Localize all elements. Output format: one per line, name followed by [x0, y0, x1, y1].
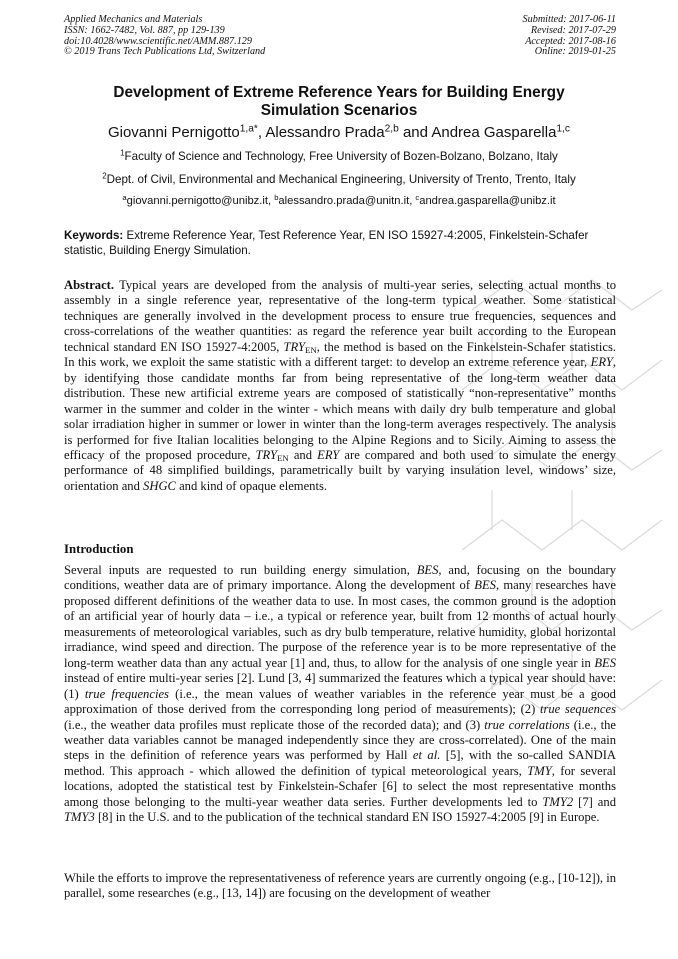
- term-tmy: TMY: [527, 763, 552, 778]
- email-link[interactable]: giovanni.pernigotto@unibz.it,: [126, 195, 275, 207]
- body-text: , and, focusing on the boundary conditions, weather data are of primary importance. Along the development of: [64, 563, 617, 593]
- affiliation-1: [30, 150, 648, 164]
- introduction-paragraph-2: While the efforts to improve the representativeness of reference years are currently ongoing (e.g., [10-12]), in parallel, some researches (e.g., [13, 14]) are focusing on the development of weather: [64, 871, 616, 901]
- term-bes: BES: [474, 578, 496, 593]
- title-line-2: Simulation Scenarios: [260, 102, 418, 119]
- abstract-text: and kind of opaque elements.: [175, 478, 328, 493]
- body-text: [5], with the so-called SANDIA method. This approach - which allowed the definition of typical meteorological years,: [64, 748, 616, 778]
- term-shgc: SHGC: [143, 478, 176, 493]
- term-et-al: et al.: [412, 748, 441, 763]
- body-text: (i.e., the weather data variables cannot be managed independently since they are cross-correlated). One of the main steps in the definition of reference years was performed by Hall: [64, 717, 616, 763]
- title-line-1: Development of Extreme Reference Years for Building Energy: [113, 84, 565, 101]
- author-2: Alessandro Prada: [265, 124, 385, 141]
- keywords: [64, 228, 616, 258]
- term-ery: ERY: [590, 355, 613, 370]
- author-2-marker: 2,b: [384, 123, 399, 135]
- body-text: (i.e., the mean values of weather variables in the reference year must be a good approximation of those derived from the corresponding long period of measurements); (2): [64, 686, 616, 717]
- term-try-subscript: EN: [276, 453, 289, 464]
- term-true-correlations: true correlations: [484, 717, 570, 732]
- author-list: [40, 124, 638, 142]
- author-1: Giovanni Pernigotto: [107, 124, 240, 141]
- body-text: [8] in the U.S. and to the publication of the technical standard EN ISO 15927-4:2005 [9] in Europe.: [94, 810, 600, 825]
- email-link[interactable]: alessandro.prada@unitn.it,: [278, 195, 416, 207]
- body-text: , many researches have proposed different definitions of the weather data to use. In most cases, the common ground is the adoption of an artificial year of hourly data – i.e., a typical or reference year, built from 12 months of actual hourly measurements of meteorological variables, such as dry bulb temperature, relative humidity, global horizontal irradiance, wind speed and direction. The purpose of the reference year is to be more representative of the long-term weather data than any actual year [1] and, thus, to allow for the analysis of one single year in: [64, 578, 616, 670]
- email-link[interactable]: andrea.gasparella@unibz.it: [419, 195, 556, 207]
- journal-name: Applied Mechanics and Materials: [64, 14, 203, 25]
- author-emails: [30, 194, 648, 208]
- abstract-text: are compared and both used to simulate the energy performance of 48 simplified buildings, parametrically built by varying insulation level, windows’ size, orientation and: [64, 447, 616, 493]
- author-3: Andrea Gasparella: [431, 124, 557, 141]
- email-marker: b: [274, 192, 279, 202]
- abstract-text: Typical years are developed from the analysis of multi-year series, selecting actual months to assembly in a single reference year, representative of the long-term typical weather. Some statistical techniques are generally involved in the development process to ensure true frequencies, sequences and cross-correlations of the weather quantities: as regard the reference year built according to the European technical standard EN ISO 15927-4:2005,: [64, 278, 616, 354]
- issn: ISSN: 1662-7482, Vol. 887, pp 129-139: [64, 24, 225, 36]
- section-heading-introduction: Introduction: [64, 542, 134, 556]
- affiliation-marker: 1: [120, 148, 125, 158]
- author-1-marker: 1,a*: [239, 123, 258, 135]
- body-text: instead of entire multi-year series [2]. Lund [3, 4] summarized the features which a typical year should have: (1): [64, 671, 616, 701]
- term-bes: BES: [416, 563, 439, 577]
- affiliation-text: Faculty of Science and Technology, Free University of Bozen-Bolzano, Bolzano, Italy: [124, 150, 558, 163]
- paper-title: [60, 84, 618, 120]
- dates-header: [523, 15, 616, 58]
- body-text: Several inputs are requested to run building energy simulation,: [64, 563, 417, 577]
- keywords-label: Keywords:: [64, 229, 124, 242]
- body-text: [7] and: [573, 794, 616, 809]
- term-tmy2: TMY2: [542, 794, 574, 809]
- term-bes: BES: [594, 655, 616, 670]
- term-true-sequences: true sequences: [539, 702, 616, 717]
- affiliation-marker: 2: [102, 171, 107, 181]
- online-date: Online: 2019-01-25: [534, 46, 616, 58]
- body-text: , for several locations, adopted the statistical test by Finkelstein-Schafer [6] to select the most representative months among those belonging to the multi-year weather data series. Further developments led to: [64, 763, 617, 809]
- term-try: TRY: [255, 447, 277, 462]
- term-try-subscript: EN: [304, 345, 317, 356]
- submitted-date: Submitted: 2017-06-11: [522, 14, 616, 25]
- affiliation-2: [30, 173, 648, 187]
- abstract-label: Abstract.: [64, 278, 115, 292]
- email-marker: a: [122, 192, 127, 202]
- revised-date: Revised: 2017-07-29: [530, 24, 616, 36]
- introduction-paragraph: [64, 563, 616, 826]
- abstract-text: , by identifying those candidate months far from being representative of the long-term weather data distribution. These new artificial extreme years are composed of statistically “non-representative” months warmer in the summer and colder in the winter - which means with daily dry bulb temperature and global solar irradiation higher in summer or lower in winter than the long-term averages respectively. The analysis is performed for five Italian localities belonging to the Alpine Regions and to Sicily. Aiming to assess the efficacy of the proposed procedure,: [64, 355, 616, 462]
- keywords-text: Extreme Reference Year, Test Reference Year, EN ISO 15927-4:2005, Finkelstein-Schafer statistic, Building Energy Simulation.: [64, 229, 589, 257]
- term-ery: ERY: [317, 447, 340, 462]
- copyright: © 2019 Trans Tech Publications Ltd, Switzerland: [64, 46, 266, 58]
- affiliation-text: Dept. of Civil, Environmental and Mechanical Engineering, University of Trento, Trento, Italy: [106, 173, 576, 186]
- author-separator: ,: [257, 124, 266, 141]
- email-marker: c: [415, 192, 420, 202]
- author-3-marker: 1,c: [556, 123, 571, 135]
- accepted-date: Accepted: 2017-08-16: [525, 35, 616, 47]
- term-true-frequencies: true frequencies: [84, 686, 169, 701]
- abstract-text: , the method is based on the Finkelstein-Schafer statistics. In this work, we exploit the same statistic with a different target: to develop an extreme reference year,: [64, 339, 616, 370]
- doi: doi:10.4028/www.scientific.net/AMM.887.129: [64, 35, 252, 47]
- body-text: (i.e., the weather data profiles must replicate those of the recorded data); and (3): [64, 717, 485, 732]
- journal-header: [64, 15, 265, 58]
- term-tmy3: TMY3: [64, 810, 95, 825]
- author-separator: and: [398, 124, 432, 141]
- term-try: TRY: [283, 339, 305, 354]
- abstract-text: and: [288, 447, 318, 462]
- abstract: [64, 278, 616, 494]
